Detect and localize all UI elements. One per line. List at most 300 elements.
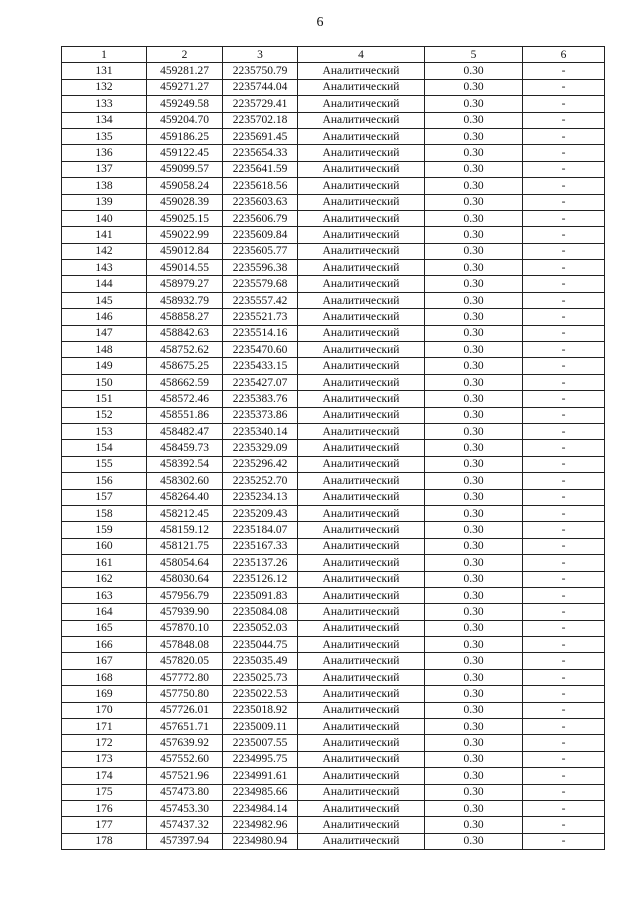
method-cell: Аналитический [298, 735, 425, 751]
point-number-cell: 172 [62, 735, 147, 751]
point-number-cell: 161 [62, 555, 147, 571]
point-number-cell: 176 [62, 800, 147, 816]
note-cell: - [523, 276, 605, 292]
method-cell: Аналитический [298, 620, 425, 636]
note-cell: - [523, 604, 605, 620]
accuracy-cell: 0.30 [425, 653, 523, 669]
note-cell: - [523, 112, 605, 128]
accuracy-cell: 0.30 [425, 735, 523, 751]
accuracy-cell: 0.30 [425, 440, 523, 456]
note-cell: - [523, 79, 605, 95]
note-cell: - [523, 128, 605, 144]
table-row [62, 473, 605, 489]
note-cell: - [523, 505, 605, 521]
method-cell: Аналитический [298, 571, 425, 587]
y-coordinate-cell: 2235018.92 [223, 702, 298, 718]
point-number-cell: 164 [62, 604, 147, 620]
x-coordinate-cell: 458752.62 [147, 342, 223, 358]
y-coordinate-cell: 2235167.33 [223, 538, 298, 554]
note-cell: - [523, 374, 605, 390]
accuracy-cell: 0.30 [425, 292, 523, 308]
x-coordinate-cell: 458264.40 [147, 489, 223, 505]
method-cell: Аналитический [298, 456, 425, 472]
accuracy-cell: 0.30 [425, 473, 523, 489]
note-cell: - [523, 161, 605, 177]
point-number-cell: 157 [62, 489, 147, 505]
method-cell: Аналитический [298, 112, 425, 128]
y-coordinate-cell: 2234984.14 [223, 800, 298, 816]
x-coordinate-cell: 459249.58 [147, 96, 223, 112]
point-number-cell: 152 [62, 407, 147, 423]
note-cell: - [523, 358, 605, 374]
method-cell: Аналитический [298, 178, 425, 194]
table-row [62, 538, 605, 554]
accuracy-cell: 0.30 [425, 637, 523, 653]
x-coordinate-cell: 459014.55 [147, 260, 223, 276]
point-number-cell: 170 [62, 702, 147, 718]
point-number-cell: 175 [62, 784, 147, 800]
y-coordinate-cell: 2235137.26 [223, 555, 298, 571]
table-row [62, 342, 605, 358]
y-coordinate-cell: 2234991.61 [223, 768, 298, 784]
header-cell-4: 4 [298, 47, 425, 63]
note-cell: - [523, 522, 605, 538]
accuracy-cell: 0.30 [425, 784, 523, 800]
note-cell: - [523, 292, 605, 308]
accuracy-cell: 0.30 [425, 751, 523, 767]
y-coordinate-cell: 2235605.77 [223, 243, 298, 259]
table-row [62, 128, 605, 144]
method-cell: Аналитический [298, 800, 425, 816]
method-cell: Аналитический [298, 784, 425, 800]
x-coordinate-cell: 458121.75 [147, 538, 223, 554]
table-row [62, 112, 605, 128]
x-coordinate-cell: 457772.80 [147, 669, 223, 685]
coordinates-table [61, 46, 605, 850]
x-coordinate-cell: 458459.73 [147, 440, 223, 456]
y-coordinate-cell: 2235340.14 [223, 423, 298, 439]
x-coordinate-cell: 457726.01 [147, 702, 223, 718]
x-coordinate-cell: 457870.10 [147, 620, 223, 636]
table-row [62, 489, 605, 505]
table-row [62, 194, 605, 210]
header-cell-1: 1 [62, 47, 147, 63]
y-coordinate-cell: 2235579.68 [223, 276, 298, 292]
method-cell: Аналитический [298, 161, 425, 177]
x-coordinate-cell: 457820.05 [147, 653, 223, 669]
note-cell: - [523, 686, 605, 702]
method-cell: Аналитический [298, 309, 425, 325]
x-coordinate-cell: 458159.12 [147, 522, 223, 538]
x-coordinate-cell: 457939.90 [147, 604, 223, 620]
table-row [62, 423, 605, 439]
point-number-cell: 132 [62, 79, 147, 95]
method-cell: Аналитический [298, 440, 425, 456]
method-cell: Аналитический [298, 768, 425, 784]
x-coordinate-cell: 457521.96 [147, 768, 223, 784]
accuracy-cell: 0.30 [425, 489, 523, 505]
note-cell: - [523, 342, 605, 358]
y-coordinate-cell: 2234982.96 [223, 817, 298, 833]
method-cell: Аналитический [298, 538, 425, 554]
method-cell: Аналитический [298, 489, 425, 505]
y-coordinate-cell: 2235091.83 [223, 587, 298, 603]
x-coordinate-cell: 458030.64 [147, 571, 223, 587]
note-cell: - [523, 440, 605, 456]
x-coordinate-cell: 459028.39 [147, 194, 223, 210]
method-cell: Аналитический [298, 555, 425, 571]
accuracy-cell: 0.30 [425, 833, 523, 849]
table-row [62, 735, 605, 751]
note-cell: - [523, 210, 605, 226]
point-number-cell: 167 [62, 653, 147, 669]
point-number-cell: 140 [62, 210, 147, 226]
point-number-cell: 138 [62, 178, 147, 194]
method-cell: Аналитический [298, 522, 425, 538]
point-number-cell: 136 [62, 145, 147, 161]
table-row [62, 161, 605, 177]
method-cell: Аналитический [298, 407, 425, 423]
x-coordinate-cell: 458662.59 [147, 374, 223, 390]
y-coordinate-cell: 2235750.79 [223, 63, 298, 79]
accuracy-cell: 0.30 [425, 309, 523, 325]
y-coordinate-cell: 2235514.16 [223, 325, 298, 341]
y-coordinate-cell: 2234995.75 [223, 751, 298, 767]
x-coordinate-cell: 459204.70 [147, 112, 223, 128]
accuracy-cell: 0.30 [425, 243, 523, 259]
accuracy-cell: 0.30 [425, 587, 523, 603]
x-coordinate-cell: 458551.86 [147, 407, 223, 423]
table-row [62, 505, 605, 521]
method-cell: Аналитический [298, 227, 425, 243]
point-number-cell: 133 [62, 96, 147, 112]
header-cell-3: 3 [223, 47, 298, 63]
method-cell: Аналитический [298, 719, 425, 735]
point-number-cell: 137 [62, 161, 147, 177]
table-row [62, 719, 605, 735]
note-cell: - [523, 423, 605, 439]
note-cell: - [523, 735, 605, 751]
point-number-cell: 178 [62, 833, 147, 849]
accuracy-cell: 0.30 [425, 128, 523, 144]
x-coordinate-cell: 459271.27 [147, 79, 223, 95]
note-cell: - [523, 637, 605, 653]
table-row [62, 227, 605, 243]
method-cell: Аналитический [298, 637, 425, 653]
method-cell: Аналитический [298, 669, 425, 685]
accuracy-cell: 0.30 [425, 161, 523, 177]
y-coordinate-cell: 2235007.55 [223, 735, 298, 751]
table-row [62, 604, 605, 620]
y-coordinate-cell: 2235126.12 [223, 571, 298, 587]
note-cell: - [523, 833, 605, 849]
table-row [62, 833, 605, 849]
method-cell: Аналитический [298, 751, 425, 767]
point-number-cell: 151 [62, 391, 147, 407]
note-cell: - [523, 571, 605, 587]
y-coordinate-cell: 2235641.59 [223, 161, 298, 177]
y-coordinate-cell: 2234985.66 [223, 784, 298, 800]
x-coordinate-cell: 458302.60 [147, 473, 223, 489]
accuracy-cell: 0.30 [425, 555, 523, 571]
point-number-cell: 166 [62, 637, 147, 653]
table-row [62, 620, 605, 636]
note-cell: - [523, 391, 605, 407]
method-cell: Аналитический [298, 79, 425, 95]
x-coordinate-cell: 457453.30 [147, 800, 223, 816]
table-row [62, 637, 605, 653]
point-number-cell: 145 [62, 292, 147, 308]
point-number-cell: 153 [62, 423, 147, 439]
x-coordinate-cell: 458482.47 [147, 423, 223, 439]
point-number-cell: 158 [62, 505, 147, 521]
x-coordinate-cell: 457473.80 [147, 784, 223, 800]
accuracy-cell: 0.30 [425, 178, 523, 194]
table-row [62, 456, 605, 472]
table-row [62, 669, 605, 685]
note-cell: - [523, 227, 605, 243]
y-coordinate-cell: 2234980.94 [223, 833, 298, 849]
accuracy-cell: 0.30 [425, 145, 523, 161]
x-coordinate-cell: 458054.64 [147, 555, 223, 571]
table-row [62, 817, 605, 833]
x-coordinate-cell: 458932.79 [147, 292, 223, 308]
accuracy-cell: 0.30 [425, 538, 523, 554]
note-cell: - [523, 538, 605, 554]
accuracy-cell: 0.30 [425, 79, 523, 95]
y-coordinate-cell: 2235603.63 [223, 194, 298, 210]
y-coordinate-cell: 2235044.75 [223, 637, 298, 653]
point-number-cell: 142 [62, 243, 147, 259]
accuracy-cell: 0.30 [425, 817, 523, 833]
note-cell: - [523, 489, 605, 505]
point-number-cell: 131 [62, 63, 147, 79]
y-coordinate-cell: 2235557.42 [223, 292, 298, 308]
table-row [62, 292, 605, 308]
accuracy-cell: 0.30 [425, 374, 523, 390]
y-coordinate-cell: 2235596.38 [223, 260, 298, 276]
y-coordinate-cell: 2235383.76 [223, 391, 298, 407]
method-cell: Аналитический [298, 96, 425, 112]
note-cell: - [523, 309, 605, 325]
table-row [62, 686, 605, 702]
method-cell: Аналитический [298, 128, 425, 144]
header-cell-6: 6 [523, 47, 605, 63]
accuracy-cell: 0.30 [425, 112, 523, 128]
table-row [62, 555, 605, 571]
method-cell: Аналитический [298, 473, 425, 489]
point-number-cell: 163 [62, 587, 147, 603]
table-row [62, 145, 605, 161]
method-cell: Аналитический [298, 702, 425, 718]
table-body [62, 63, 605, 850]
note-cell: - [523, 555, 605, 571]
x-coordinate-cell: 458675.25 [147, 358, 223, 374]
point-number-cell: 169 [62, 686, 147, 702]
accuracy-cell: 0.30 [425, 391, 523, 407]
point-number-cell: 139 [62, 194, 147, 210]
x-coordinate-cell: 459022.99 [147, 227, 223, 243]
x-coordinate-cell: 459058.24 [147, 178, 223, 194]
method-cell: Аналитический [298, 194, 425, 210]
x-coordinate-cell: 458979.27 [147, 276, 223, 292]
method-cell: Аналитический [298, 325, 425, 341]
accuracy-cell: 0.30 [425, 342, 523, 358]
y-coordinate-cell: 2235744.04 [223, 79, 298, 95]
accuracy-cell: 0.30 [425, 456, 523, 472]
table-row [62, 358, 605, 374]
y-coordinate-cell: 2235691.45 [223, 128, 298, 144]
table-row [62, 325, 605, 341]
method-cell: Аналитический [298, 63, 425, 79]
x-coordinate-cell: 459186.25 [147, 128, 223, 144]
y-coordinate-cell: 2235606.79 [223, 210, 298, 226]
note-cell: - [523, 620, 605, 636]
accuracy-cell: 0.30 [425, 702, 523, 718]
method-cell: Аналитический [298, 243, 425, 259]
x-coordinate-cell: 458858.27 [147, 309, 223, 325]
point-number-cell: 165 [62, 620, 147, 636]
y-coordinate-cell: 2235702.18 [223, 112, 298, 128]
y-coordinate-cell: 2235654.33 [223, 145, 298, 161]
accuracy-cell: 0.30 [425, 63, 523, 79]
x-coordinate-cell: 459025.15 [147, 210, 223, 226]
method-cell: Аналитический [298, 686, 425, 702]
table-row [62, 391, 605, 407]
note-cell: - [523, 702, 605, 718]
y-coordinate-cell: 2235329.09 [223, 440, 298, 456]
method-cell: Аналитический [298, 358, 425, 374]
method-cell: Аналитический [298, 374, 425, 390]
table-row [62, 374, 605, 390]
y-coordinate-cell: 2235184.07 [223, 522, 298, 538]
method-cell: Аналитический [298, 505, 425, 521]
note-cell: - [523, 325, 605, 341]
note-cell: - [523, 784, 605, 800]
note-cell: - [523, 669, 605, 685]
point-number-cell: 155 [62, 456, 147, 472]
y-coordinate-cell: 2235373.86 [223, 407, 298, 423]
note-cell: - [523, 800, 605, 816]
point-number-cell: 162 [62, 571, 147, 587]
point-number-cell: 171 [62, 719, 147, 735]
y-coordinate-cell: 2235234.13 [223, 489, 298, 505]
y-coordinate-cell: 2235427.07 [223, 374, 298, 390]
y-coordinate-cell: 2235025.73 [223, 669, 298, 685]
note-cell: - [523, 243, 605, 259]
y-coordinate-cell: 2235009.11 [223, 719, 298, 735]
method-cell: Аналитический [298, 653, 425, 669]
x-coordinate-cell: 458212.45 [147, 505, 223, 521]
method-cell: Аналитический [298, 833, 425, 849]
x-coordinate-cell: 459099.57 [147, 161, 223, 177]
method-cell: Аналитический [298, 342, 425, 358]
table-row [62, 178, 605, 194]
note-cell: - [523, 751, 605, 767]
point-number-cell: 177 [62, 817, 147, 833]
x-coordinate-cell: 457552.60 [147, 751, 223, 767]
table-row [62, 751, 605, 767]
header-row [62, 47, 605, 63]
method-cell: Аналитический [298, 260, 425, 276]
table-row [62, 309, 605, 325]
y-coordinate-cell: 2235084.08 [223, 604, 298, 620]
x-coordinate-cell: 458392.54 [147, 456, 223, 472]
table-row [62, 702, 605, 718]
method-cell: Аналитический [298, 292, 425, 308]
y-coordinate-cell: 2235022.53 [223, 686, 298, 702]
y-coordinate-cell: 2235252.70 [223, 473, 298, 489]
accuracy-cell: 0.30 [425, 407, 523, 423]
table-row [62, 276, 605, 292]
accuracy-cell: 0.30 [425, 276, 523, 292]
accuracy-cell: 0.30 [425, 604, 523, 620]
note-cell: - [523, 145, 605, 161]
table-row [62, 784, 605, 800]
x-coordinate-cell: 459122.45 [147, 145, 223, 161]
accuracy-cell: 0.30 [425, 686, 523, 702]
point-number-cell: 168 [62, 669, 147, 685]
point-number-cell: 147 [62, 325, 147, 341]
note-cell: - [523, 63, 605, 79]
x-coordinate-cell: 457639.92 [147, 735, 223, 751]
point-number-cell: 143 [62, 260, 147, 276]
y-coordinate-cell: 2235729.41 [223, 96, 298, 112]
table-row [62, 96, 605, 112]
point-number-cell: 134 [62, 112, 147, 128]
method-cell: Аналитический [298, 604, 425, 620]
accuracy-cell: 0.30 [425, 194, 523, 210]
x-coordinate-cell: 459012.84 [147, 243, 223, 259]
accuracy-cell: 0.30 [425, 260, 523, 276]
table-row [62, 243, 605, 259]
note-cell: - [523, 407, 605, 423]
header-cell-5: 5 [425, 47, 523, 63]
point-number-cell: 156 [62, 473, 147, 489]
point-number-cell: 150 [62, 374, 147, 390]
x-coordinate-cell: 457750.80 [147, 686, 223, 702]
accuracy-cell: 0.30 [425, 505, 523, 521]
point-number-cell: 159 [62, 522, 147, 538]
point-number-cell: 154 [62, 440, 147, 456]
note-cell: - [523, 260, 605, 276]
table-row [62, 768, 605, 784]
method-cell: Аналитический [298, 817, 425, 833]
x-coordinate-cell: 459281.27 [147, 63, 223, 79]
note-cell: - [523, 178, 605, 194]
x-coordinate-cell: 457848.08 [147, 637, 223, 653]
method-cell: Аналитический [298, 276, 425, 292]
x-coordinate-cell: 458842.63 [147, 325, 223, 341]
table-row [62, 79, 605, 95]
method-cell: Аналитический [298, 587, 425, 603]
table-row [62, 800, 605, 816]
point-number-cell: 174 [62, 768, 147, 784]
table-row [62, 260, 605, 276]
accuracy-cell: 0.30 [425, 620, 523, 636]
point-number-cell: 173 [62, 751, 147, 767]
note-cell: - [523, 719, 605, 735]
note-cell: - [523, 96, 605, 112]
page-number: 6 [316, 15, 324, 30]
point-number-cell: 144 [62, 276, 147, 292]
note-cell: - [523, 473, 605, 489]
point-number-cell: 141 [62, 227, 147, 243]
table-row [62, 653, 605, 669]
y-coordinate-cell: 2235052.03 [223, 620, 298, 636]
method-cell: Аналитический [298, 210, 425, 226]
x-coordinate-cell: 457437.32 [147, 817, 223, 833]
